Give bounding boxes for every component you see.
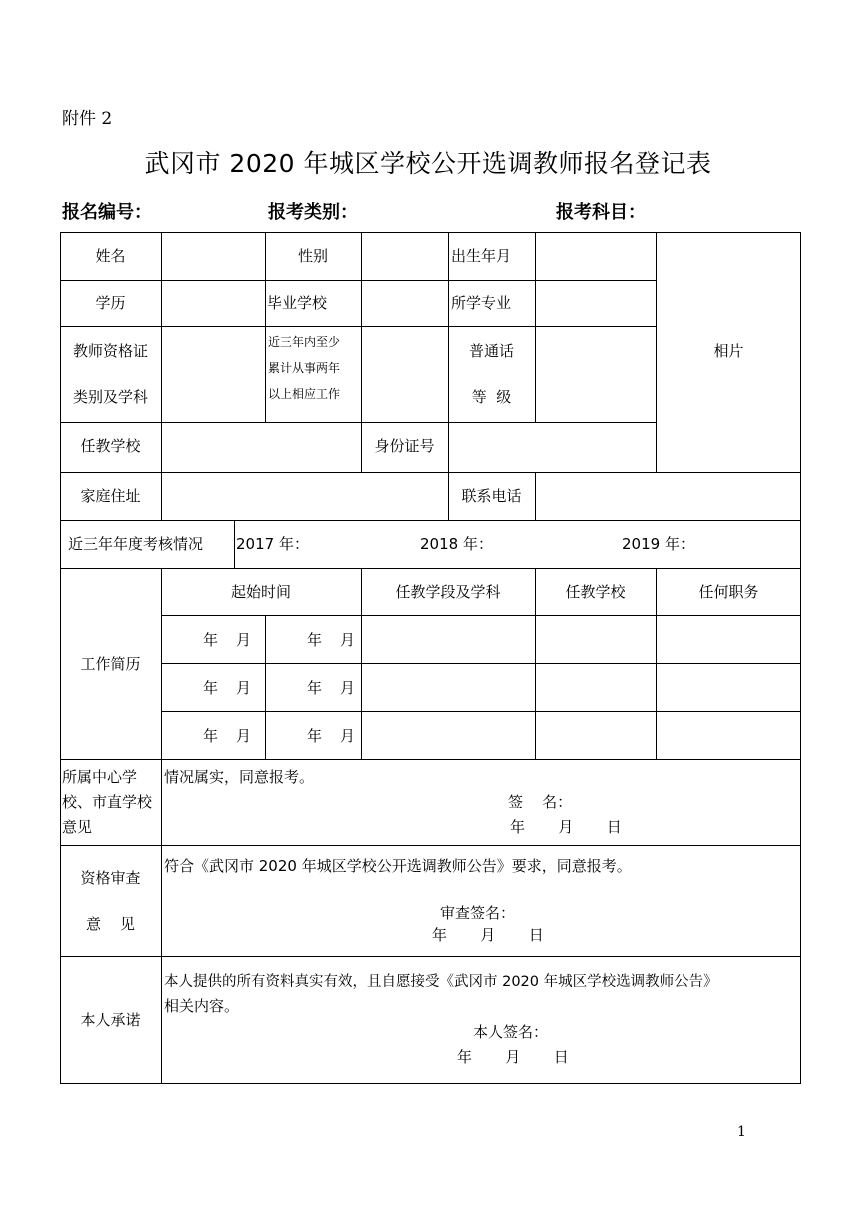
resume-month: 月 [236, 679, 252, 697]
assessment-2017: 2017 年： [236, 535, 309, 553]
center-opinion-text: 情况属实，同意报考。 [164, 768, 315, 786]
promise-date: 年 月 日 [457, 1048, 569, 1066]
promise-text-line1: 本人提供的所有资料真实有效，且自愿接受《武冈市 2020 年城区学校选调教师公告》 [164, 974, 718, 990]
resume-col-start-time: 起始时间 [230, 583, 291, 601]
resume-col-school: 任教学校 [565, 583, 626, 601]
assessment-2019: 2019 年： [622, 535, 695, 553]
resume-month: 月 [236, 727, 252, 745]
resume-year: 年 [203, 679, 219, 697]
mandarin-label-line1: 普通话 [468, 342, 514, 360]
work-requirement-line1: 近三年内至少 [268, 335, 341, 349]
center-opinion-sign: 签 名： [508, 793, 573, 811]
gender-label: 性别 [297, 247, 328, 265]
promise-sign: 本人签名： [473, 1023, 549, 1041]
phone-label: 联系电话 [461, 487, 522, 505]
review-sign: 审查签名： [440, 904, 516, 922]
resume-month: 月 [236, 631, 252, 649]
work-requirement-line3: 以上相应工作 [268, 387, 341, 401]
review-label-line2: 意 见 [85, 915, 136, 933]
resume-year: 年 [203, 727, 219, 745]
education-label: 学历 [95, 294, 126, 312]
assessment-label: 近三年年度考核情况 [68, 535, 204, 553]
birth-label: 出生年月 [451, 247, 512, 265]
review-label-line1: 资格审查 [80, 869, 141, 887]
review-date: 年 月 日 [432, 926, 544, 944]
resume-col-stage-subject: 任教学段及学科 [395, 583, 501, 601]
exam-category-label: 报考类别： [268, 202, 358, 223]
graduate-school-label: 毕业学校 [267, 294, 328, 312]
id-card-label: 身份证号 [374, 437, 435, 455]
resume-month: 月 [340, 727, 356, 745]
center-opinion-date: 年 月 日 [510, 818, 622, 836]
teacher-cert-label-line2: 类别及学科 [72, 388, 148, 406]
attachment-label: 附件 2 [62, 109, 113, 129]
major-label: 所学专业 [451, 294, 512, 312]
center-opinion-label-line1: 所属中心学 [62, 768, 138, 786]
resume-year: 年 [307, 727, 323, 745]
mandarin-label-line2: 等 级 [471, 388, 512, 406]
assessment-2018: 2018 年： [420, 535, 493, 553]
resume-year: 年 [307, 631, 323, 649]
registration-number-label: 报名编号： [62, 202, 152, 223]
form-title: 武冈市 2020 年城区学校公开选调教师报名登记表 [144, 149, 712, 178]
teacher-cert-label-line1: 教师资格证 [72, 342, 148, 360]
address-label: 家庭住址 [80, 487, 141, 505]
teaching-school-label: 任教学校 [80, 437, 141, 455]
name-label: 姓名 [95, 247, 126, 265]
resume-year: 年 [203, 631, 219, 649]
resume-label: 工作简历 [80, 655, 141, 673]
resume-year: 年 [307, 679, 323, 697]
center-opinion-label-line3: 意见 [62, 818, 93, 836]
photo-label: 相片 [713, 342, 744, 360]
review-text: 符合《武冈市 2020 年城区学校公开选调教师公告》要求，同意报考。 [164, 857, 632, 875]
promise-label: 本人承诺 [80, 1011, 141, 1029]
resume-col-position: 任何职务 [698, 583, 759, 601]
work-requirement-line2: 累计从事两年 [268, 361, 341, 375]
exam-subject-label: 报考科目： [556, 202, 646, 223]
center-opinion-label-line2: 校、市直学校 [62, 793, 153, 811]
page-number: 1 [737, 1124, 746, 1140]
resume-month: 月 [340, 631, 356, 649]
resume-month: 月 [340, 679, 356, 697]
promise-text-line2: 相关内容。 [164, 997, 240, 1015]
